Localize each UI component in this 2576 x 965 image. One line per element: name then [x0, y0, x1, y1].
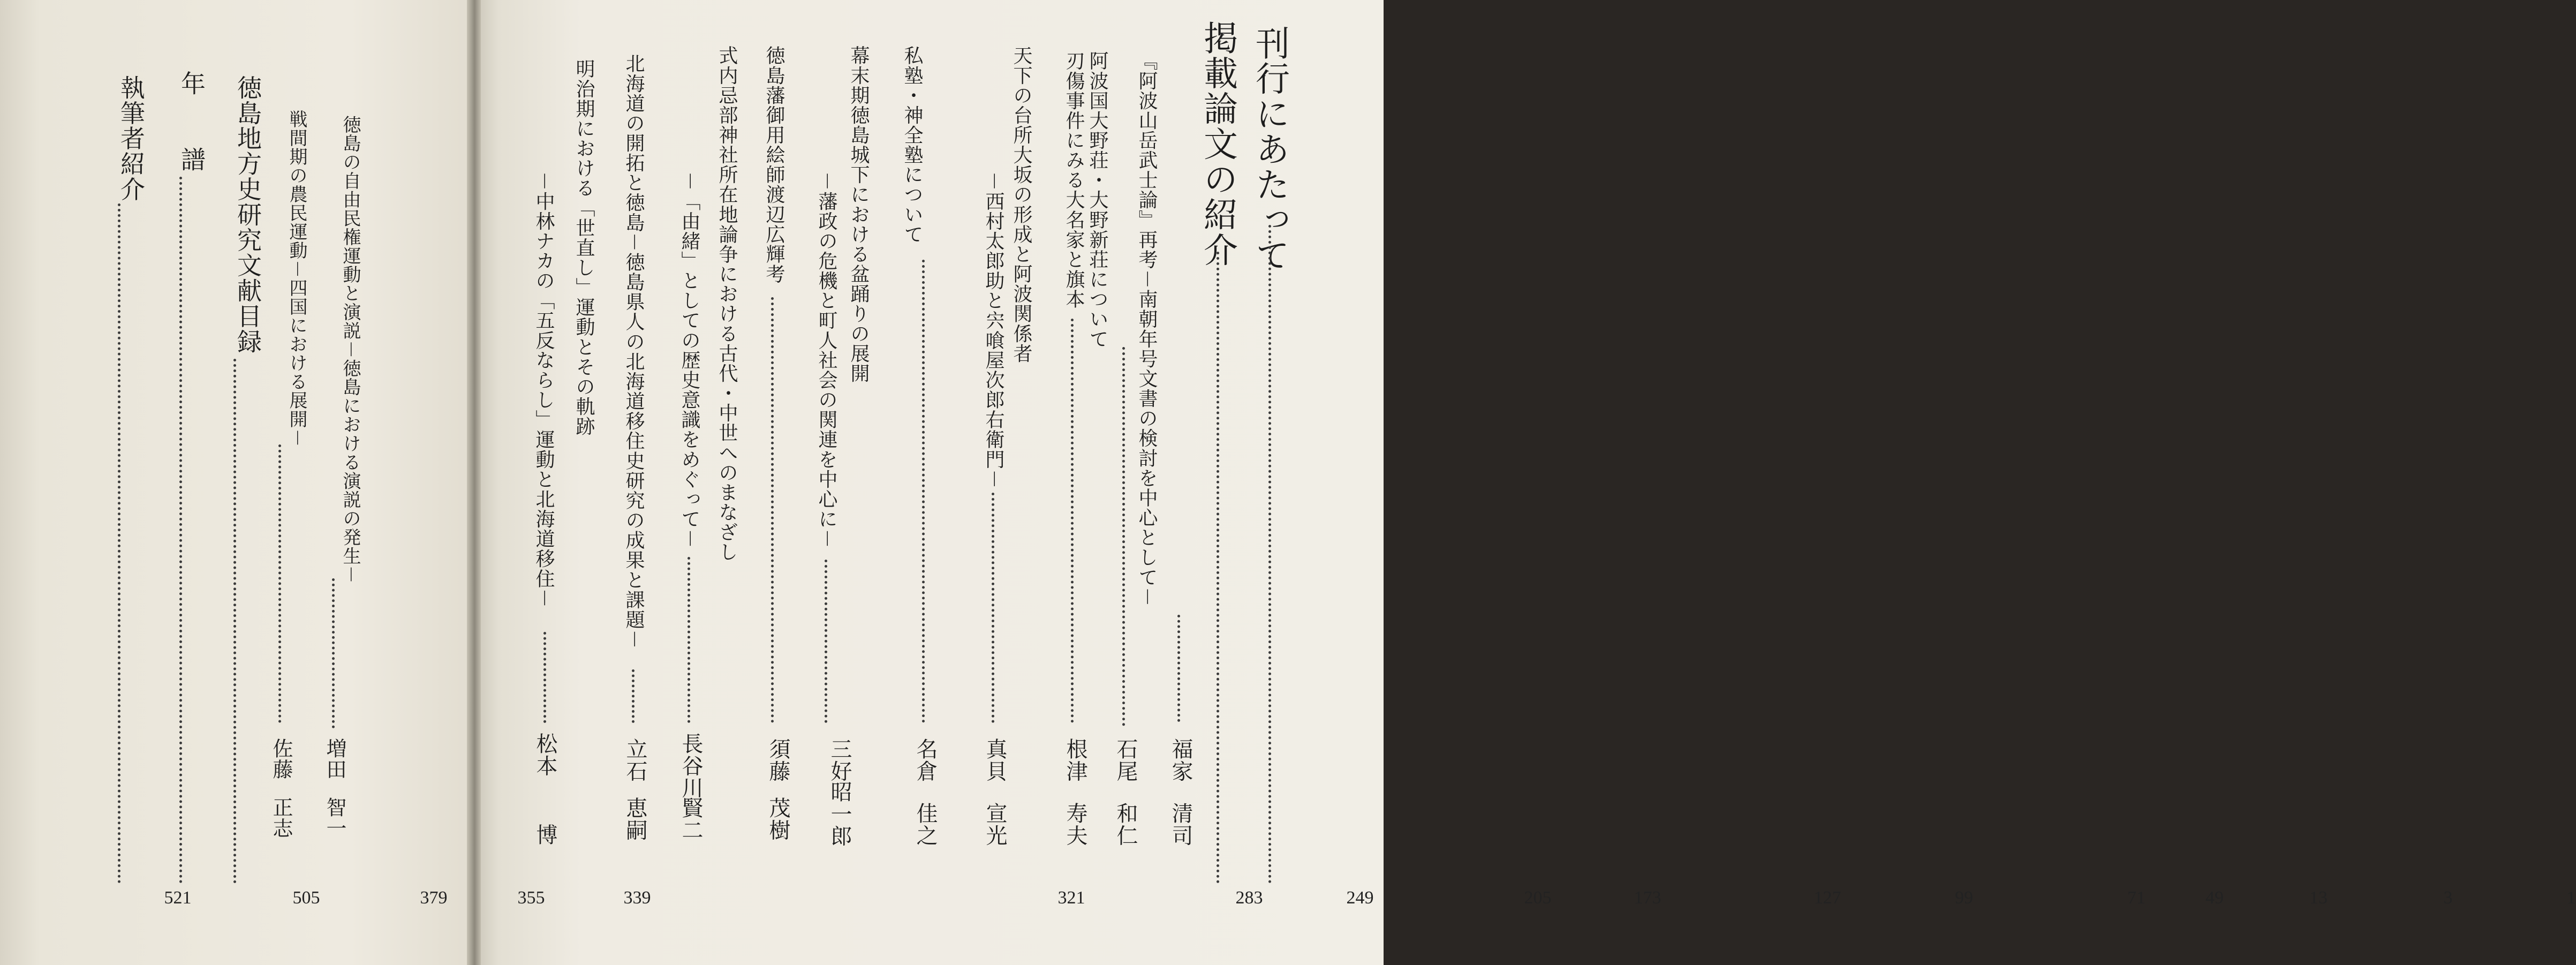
dot-leader: [825, 560, 827, 723]
author-given-name: 賢二: [678, 797, 703, 841]
dot-leader: [771, 297, 774, 723]
entry-subtitle: －藩政の危機と町人社会の関連を中心に－: [815, 171, 837, 549]
entry-title: 式内忌部神社所在地論争における古代・中世へのまなざし: [716, 46, 738, 562]
author-surname: 佐藤: [269, 738, 293, 780]
page-number: 355: [517, 888, 545, 908]
author-surname: 松本: [533, 733, 557, 777]
dot-leader: [1268, 225, 1271, 884]
entry-subtitle: －西村太郎助と宍喰屋次郎右衛門－: [983, 171, 1004, 489]
dot-leader: [332, 578, 335, 728]
author-surname: 石尾: [1113, 738, 1138, 782]
author-surname: 長谷川: [678, 733, 703, 799]
entry-title: 徳島地方史研究文献目録: [233, 75, 262, 355]
entry-title: 私塾・神全塾について: [901, 46, 923, 244]
author-surname: 福家: [1168, 738, 1193, 782]
dot-leader: [543, 632, 546, 723]
entry-title: 明治期における「世直し」運動とその軌跡: [573, 59, 595, 436]
page-number: 321: [1057, 888, 1085, 908]
entry-title: 天下の台所大坂の形成と阿波関係者: [1010, 46, 1032, 364]
entry-title: 刃傷事件にみる大名家と旗本: [1063, 51, 1085, 310]
author-given-name: 清司: [1168, 802, 1193, 847]
entry-title: 刊行にあたって: [1250, 26, 1289, 273]
page-number: 505: [292, 888, 320, 908]
entry-title: 戦間期の農民運動－四国における展開－: [286, 110, 307, 448]
author-surname: 根津: [1063, 738, 1087, 782]
page-number: 521: [164, 888, 192, 908]
page-number: 13: [2309, 888, 2328, 908]
page-number: 249: [1346, 888, 1374, 908]
author-given-name: 昭一郎: [827, 781, 852, 847]
author-given-name: 正志: [269, 797, 293, 839]
author-given-name: 恵嗣: [623, 797, 647, 841]
dot-leader: [688, 557, 690, 723]
page-number: 173: [1634, 888, 1661, 908]
dot-leader: [1217, 252, 1219, 884]
page-number: 49: [2205, 888, 2224, 908]
author-surname: 名倉: [913, 738, 938, 782]
author-surname: 須藤: [766, 738, 790, 782]
page-number: 127: [1814, 888, 1841, 908]
page-number: 99: [1955, 888, 1973, 908]
entry-title: 徳島藩御用絵師渡辺広輝考: [763, 46, 785, 284]
dot-leader: [278, 444, 281, 723]
page-number: 1: [2566, 888, 2576, 908]
dot-leader: [632, 669, 634, 723]
entry-title: 『阿波山岳武士論』再考－南朝年号文書の検討を中心として－: [1136, 51, 1158, 607]
book-gutter: [467, 0, 481, 965]
dot-leader: [992, 493, 994, 723]
author-surname: 真貝: [983, 738, 1007, 782]
author-given-name: 茂樹: [766, 797, 790, 841]
entry-title: 幕末期徳島城下における盆踊りの展開: [848, 46, 870, 383]
dot-leader: [179, 177, 182, 884]
entry-title: 掲載論文の紹介: [1198, 20, 1237, 268]
entry-subtitle: －「由緒」としての歴史意識をめぐって－: [678, 171, 700, 549]
author-given-name: 佳之: [913, 802, 938, 847]
author-given-name: 寿夫: [1063, 802, 1087, 847]
author-given-name: 博: [533, 824, 557, 846]
entry-title: 徳島の自由民権運動と演説－徳島における演説の発生－: [339, 115, 361, 584]
entry-title: 北海道の開拓と徳島－徳島県人の北海道移住史研究の成果と課題－: [623, 54, 645, 650]
entry-subtitle: －中林ナカの「五反ならし」運動と北海道移住－: [533, 171, 555, 608]
entry-title: 執筆者紹介: [117, 75, 146, 202]
page-number: 71: [2127, 888, 2146, 908]
page-number: 283: [1235, 888, 1263, 908]
dot-leader: [922, 260, 925, 723]
author-surname: 三好: [827, 738, 852, 782]
author-surname: 増田: [323, 738, 346, 780]
entry-title: 年 譜: [177, 71, 206, 172]
dot-leader: [1177, 615, 1180, 722]
page-number: 3: [2443, 888, 2453, 908]
author-given-name: 智一: [323, 797, 346, 839]
author-surname: 立石: [623, 738, 647, 782]
dot-leader: [118, 203, 120, 884]
page-number: 379: [420, 888, 448, 908]
dot-leader: [233, 359, 236, 884]
page-number: 205: [1524, 888, 1552, 908]
dot-leader: [1071, 319, 1074, 723]
author-given-name: 宣光: [983, 802, 1007, 847]
dot-leader: [1122, 347, 1125, 726]
page-number: 339: [623, 888, 651, 908]
entry-title: 阿波国大野荘・大野新荘について: [1086, 51, 1108, 349]
author-given-name: 和仁: [1113, 802, 1138, 847]
